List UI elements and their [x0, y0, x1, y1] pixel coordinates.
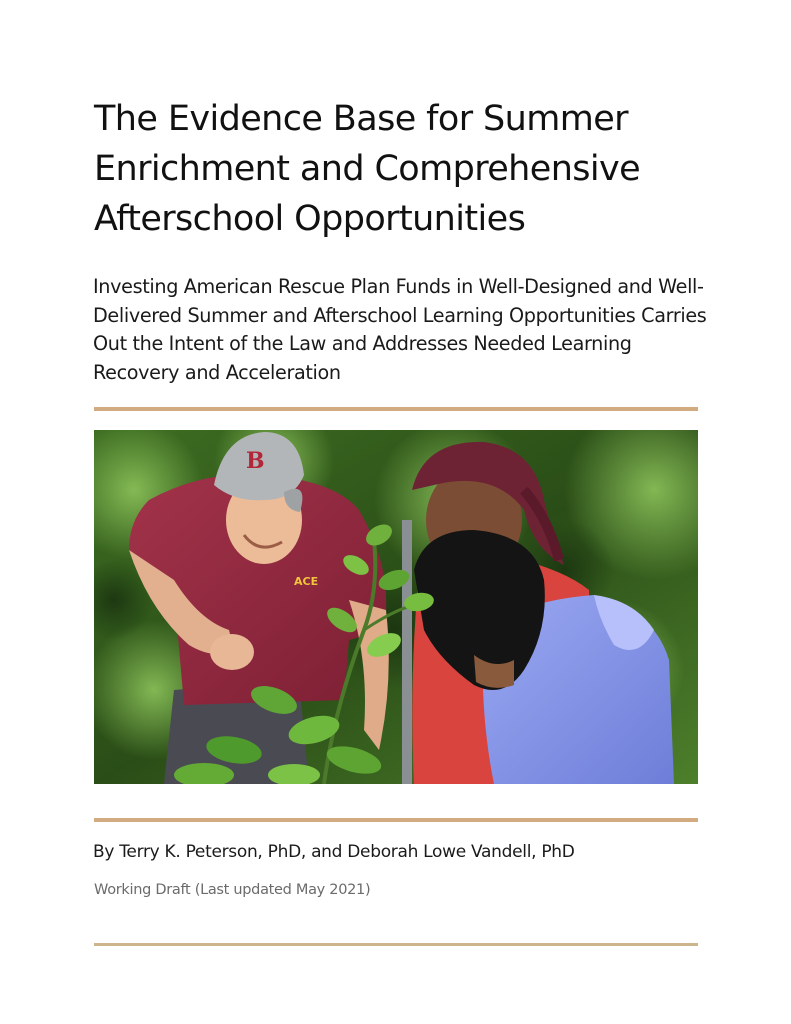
subtitle: Investing American Rescue Plan Funds in Well-Designed and Well-Delivered Summer and Afterschool Learning Opportunities Carries Out the Intent of the Law and Addresses Needed Learning Recovery and Acceleration: [93, 275, 707, 384]
garden-stake: [402, 520, 412, 784]
divider-bottom: [94, 943, 698, 946]
shirt-logo: ACE: [294, 575, 319, 588]
page-title: The Evidence Base for Summer Enrichment and Comprehensive Afterschool Opportunities: [94, 99, 641, 239]
divider-middle: [94, 818, 698, 822]
author-byline: By Terry K. Peterson, PhD, and Deborah Lowe Vandell, PhD: [93, 842, 575, 862]
draft-note: Working Draft (Last updated May 2021): [94, 882, 371, 898]
cover-photo: [94, 430, 698, 784]
svg-text:B: B: [246, 448, 265, 474]
divider-top: [94, 407, 698, 411]
